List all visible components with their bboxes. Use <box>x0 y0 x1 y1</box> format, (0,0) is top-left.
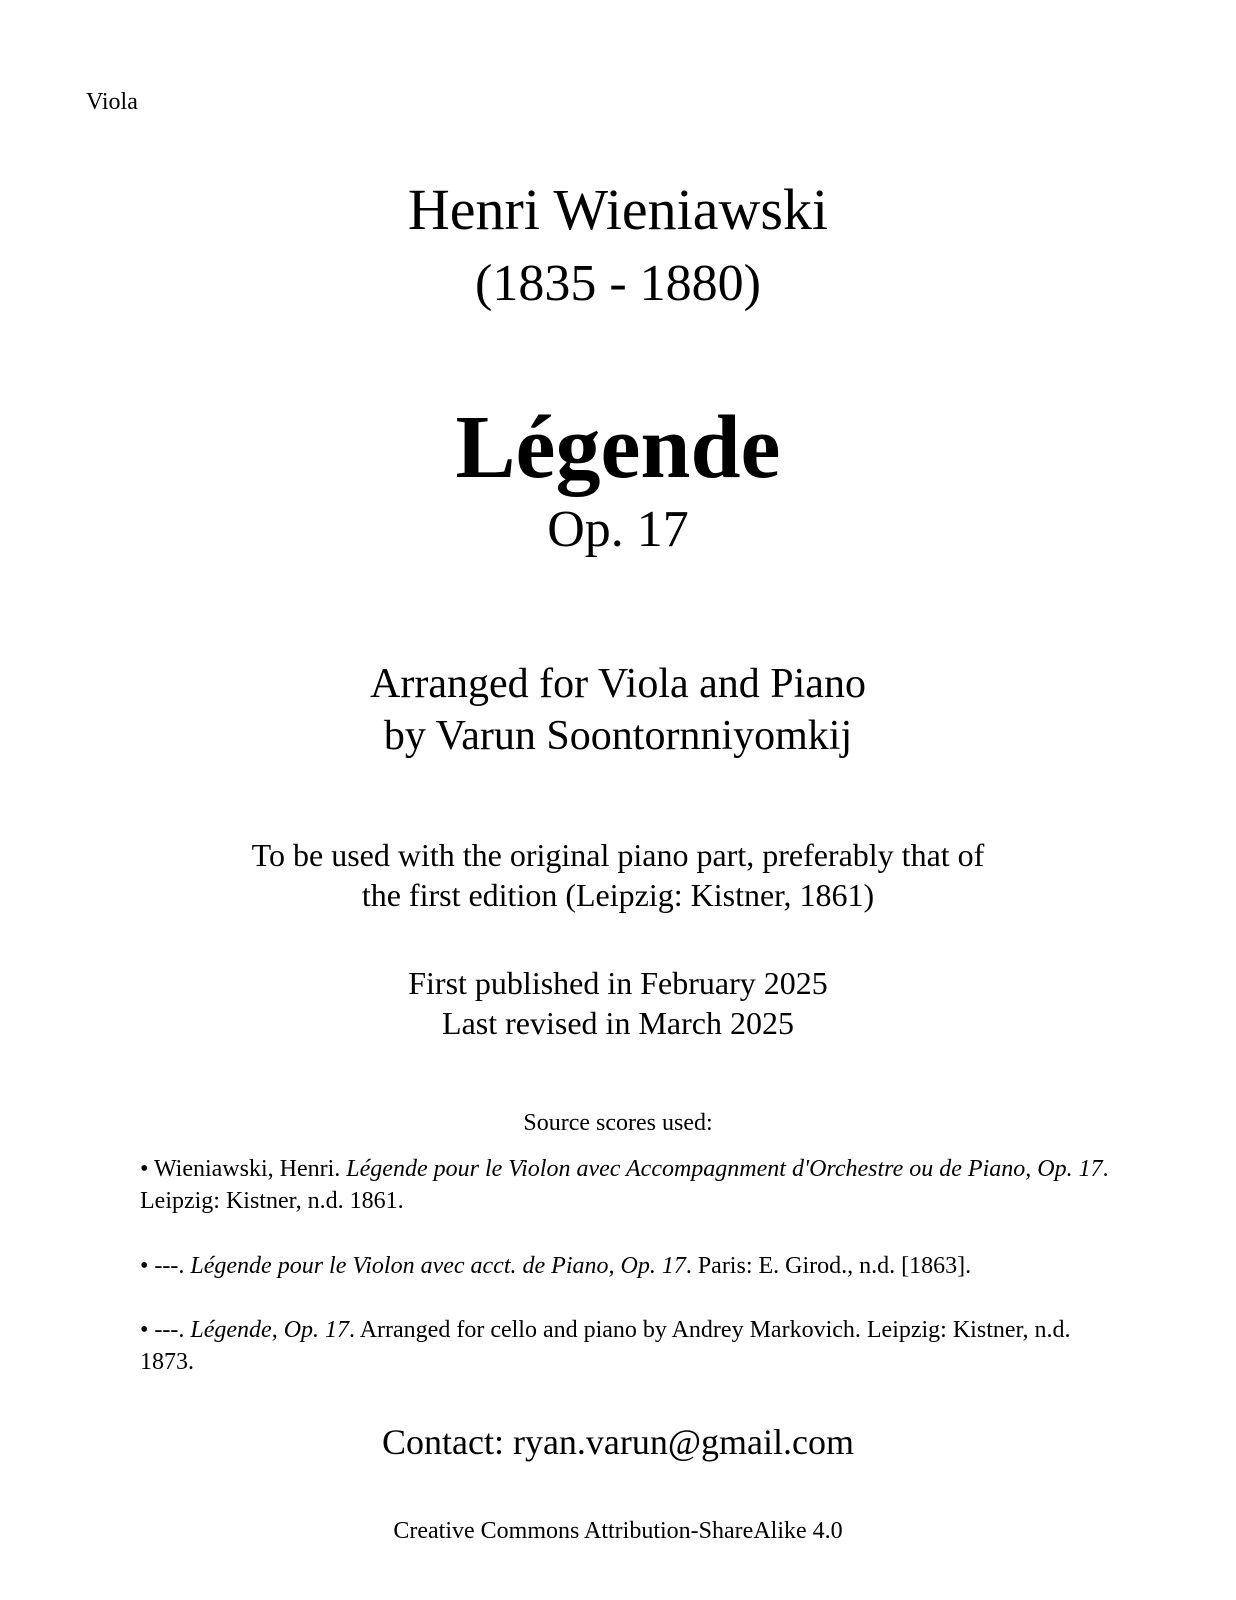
source-item-suffix: . Paris: E. Girod., n.d. [1863]. <box>685 1253 972 1279</box>
first-published: First published in February 2025 <box>408 965 828 1001</box>
opus-number: Op. 17 <box>547 501 689 558</box>
source-item-title: Légende, Op. 17 <box>190 1317 350 1343</box>
license-text: Creative Commons Attribution-ShareAlike 4.0 <box>393 1518 843 1544</box>
sources-heading: Source scores used: <box>523 1110 713 1136</box>
source-item-1 <box>140 1153 1110 1217</box>
part-label: Viola <box>86 89 138 115</box>
source-item-prefix: • ---. <box>140 1253 191 1279</box>
last-revised: Last revised in March 2025 <box>442 1005 794 1041</box>
source-item-suffix: . Arranged for cello and piano by Andrey Markovich. Leipzig: Kistner, n.d. 1873. <box>140 1317 1071 1375</box>
source-item-2 <box>140 1250 1110 1282</box>
composer-dates: (1835 - 1880) <box>475 255 761 312</box>
composer-name: Henri Wieniawski <box>407 177 829 242</box>
source-item-suffix: . Leipzig: Kistner, n.d. 1861. <box>140 1156 1109 1214</box>
work-title: Légende <box>455 398 781 497</box>
source-item-prefix: • Wieniawski, Henri. <box>140 1156 347 1182</box>
arrangement-line-1: Arranged for Viola and Piano <box>370 661 866 707</box>
arrangement-line-2: by Varun Soontornniyomkij <box>383 713 853 759</box>
usage-note-line-1: To be used with the original piano part, preferably that of <box>251 837 985 873</box>
source-item-3 <box>140 1314 1110 1378</box>
source-item-title: Légende pour le Violon avec acct. de Piano, Op. 17 <box>190 1253 686 1279</box>
contact-info: Contact: ryan.varun@gmail.com <box>381 1422 855 1462</box>
usage-note-line-2: the first edition (Leipzig: Kistner, 1861) <box>361 877 875 913</box>
source-item-prefix: • ---. <box>140 1317 191 1343</box>
source-item-title: Légende pour le Violon avec Accompagnment d'Orchestre ou de Piano, Op. 17 <box>346 1156 1103 1182</box>
